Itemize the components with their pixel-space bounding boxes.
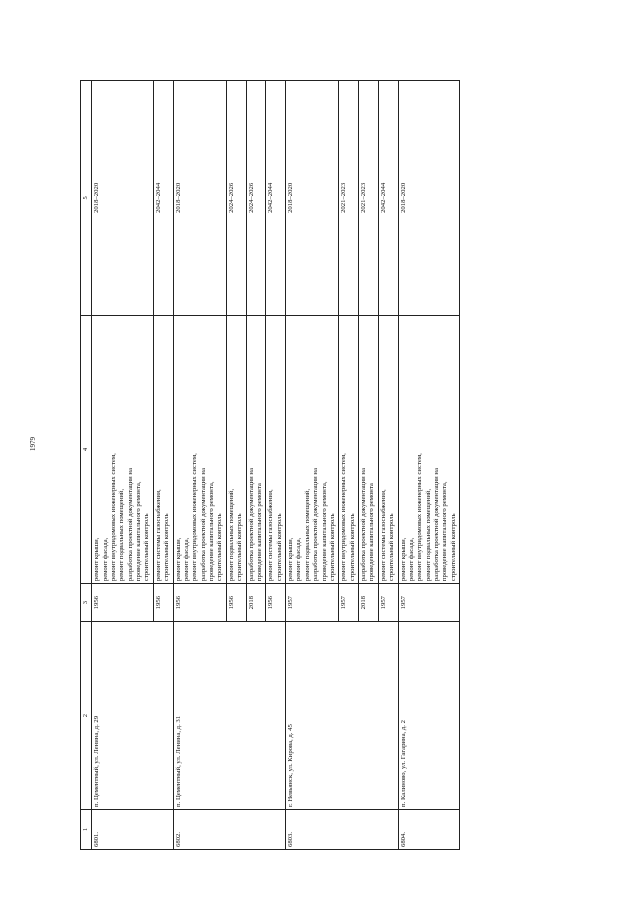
work-item: ремонт системы газоснабжения, <box>267 489 275 582</box>
work-item: строительный контроль <box>449 513 457 582</box>
work-item: строительный контроль <box>388 513 396 582</box>
work-item: ремонт крыши, <box>399 537 407 582</box>
work-item: ремонт фасада, <box>182 537 190 582</box>
repair-schedule-table <box>80 80 460 850</box>
work-item: разработка проектной документации на <box>312 468 320 582</box>
header-row <box>81 81 92 850</box>
work-item: ремонт внутридомовых инженерных систем, <box>340 453 348 582</box>
work-item: ремонт внутридомовых инженерных систем, <box>109 453 117 582</box>
work-item: разработка проектной документации на <box>247 468 255 582</box>
works-list <box>246 315 266 583</box>
work-item: ремонт подвальных помещений, <box>424 488 432 582</box>
repair-period: 2021–2023 <box>359 81 379 316</box>
work-item: ремонт подвальных помещений, <box>227 488 235 582</box>
works-list <box>153 315 173 583</box>
works-list <box>173 315 226 583</box>
works-list <box>286 315 339 583</box>
work-item: ремонт подвальных помещений, <box>303 488 311 582</box>
works-list <box>339 315 359 583</box>
repair-period: 2042–2044 <box>378 81 398 316</box>
header-col-4: 4 <box>81 315 92 583</box>
works-list <box>378 315 398 583</box>
work-item: строительный контроль <box>163 513 171 582</box>
work-item: строительный контроль <box>348 513 356 582</box>
work-item: разработка проектной документации на <box>433 468 440 582</box>
address-cell: п. Цементный, ул. Ленина, д. 31 <box>173 622 286 810</box>
work-item: ремонт крыши, <box>287 537 294 582</box>
work-item: ремонт внутридомовых инженерных систем, <box>191 453 199 582</box>
table-row <box>173 81 226 850</box>
works-list <box>359 315 379 583</box>
work-item: ремонт крыши, <box>174 537 182 582</box>
work-item: проведение капитального ремонта, <box>320 481 328 582</box>
table-row <box>398 81 460 850</box>
address-cell: г. Невьянск, ул. Кирова, д. 45 <box>286 622 399 810</box>
works-list <box>226 315 246 583</box>
work-item: ремонт фасада, <box>407 537 415 582</box>
repair-period: 2018–2020 <box>173 81 226 316</box>
work-item: строительный контроль <box>236 513 244 582</box>
work-item: проведение капитального ремонта, <box>208 481 215 582</box>
work-item: ремонт крыши, <box>93 537 101 582</box>
repair-period: 2018–2020 <box>92 81 154 316</box>
work-item: ремонт системы газоснабжения, <box>379 489 387 582</box>
commission-year: 1956 <box>266 584 286 622</box>
commission-year: 1956 <box>173 584 226 622</box>
table-body <box>92 81 460 850</box>
repair-period: 2042–2044 <box>266 81 286 316</box>
commission-year: 1956 <box>153 584 173 622</box>
work-item: ремонт фасада, <box>101 537 109 582</box>
work-item: разработка проектной документации на <box>360 468 367 582</box>
address-cell: п. Цементный, ул. Ленина, д. 29 <box>92 622 173 810</box>
work-item: ремонт внутридомовых инженерных систем, <box>416 453 424 582</box>
repair-period: 2024–2026 <box>226 81 246 316</box>
row-number: 6804. <box>398 809 460 849</box>
commission-year: 2018 <box>246 584 266 622</box>
work-item: разработка проектной документации на <box>126 468 134 582</box>
repair-period: 2018–2020 <box>398 81 460 316</box>
work-item: проведение капитального ремонта <box>368 483 376 582</box>
commission-year: 2018 <box>359 584 379 622</box>
header-col-3: 3 <box>81 584 92 622</box>
work-item: ремонт фасада, <box>295 537 303 582</box>
commission-year: 1957 <box>339 584 359 622</box>
work-item: проведение капитального ремонта, <box>441 481 449 582</box>
row-number: 6802. <box>173 809 286 849</box>
header-col-5: 5 <box>81 81 92 316</box>
works-list <box>266 315 286 583</box>
repair-period: 2042–2044 <box>153 81 173 316</box>
commission-year: 1957 <box>378 584 398 622</box>
commission-year: 1956 <box>92 584 154 622</box>
commission-year: 1957 <box>398 584 460 622</box>
page-number: 1979 <box>29 437 37 451</box>
works-list <box>398 315 460 583</box>
commission-year: 1957 <box>286 584 339 622</box>
work-item: ремонт системы газоснабжения, <box>154 489 162 582</box>
row-number: 6803. <box>286 809 399 849</box>
header-col-1: 1 <box>81 809 92 849</box>
repair-period: 2021–2023 <box>339 81 359 316</box>
work-item: строительный контроль <box>216 513 224 582</box>
commission-year: 1956 <box>226 584 246 622</box>
work-item: строительный контроль <box>275 513 283 582</box>
address-cell: п. Калиново, ул. Гагарина, д. 2 <box>398 622 460 810</box>
row-number: 6801. <box>92 809 173 849</box>
work-item: ремонт подвальных помещений, <box>118 488 126 582</box>
rotated-table-container <box>80 80 600 850</box>
work-item: строительный контроль <box>143 513 151 582</box>
header-col-2: 2 <box>81 622 92 810</box>
work-item: строительный контроль <box>328 513 336 582</box>
repair-period: 2018–2020 <box>286 81 339 316</box>
table-row <box>286 81 339 850</box>
work-item: проведение капитального ремонта <box>255 483 263 582</box>
repair-period: 2024–2026 <box>246 81 266 316</box>
work-item: разработка проектной документации на <box>199 468 207 582</box>
works-list <box>92 315 154 583</box>
table-row <box>92 81 154 850</box>
work-item: проведение капитального ремонта, <box>135 481 142 582</box>
